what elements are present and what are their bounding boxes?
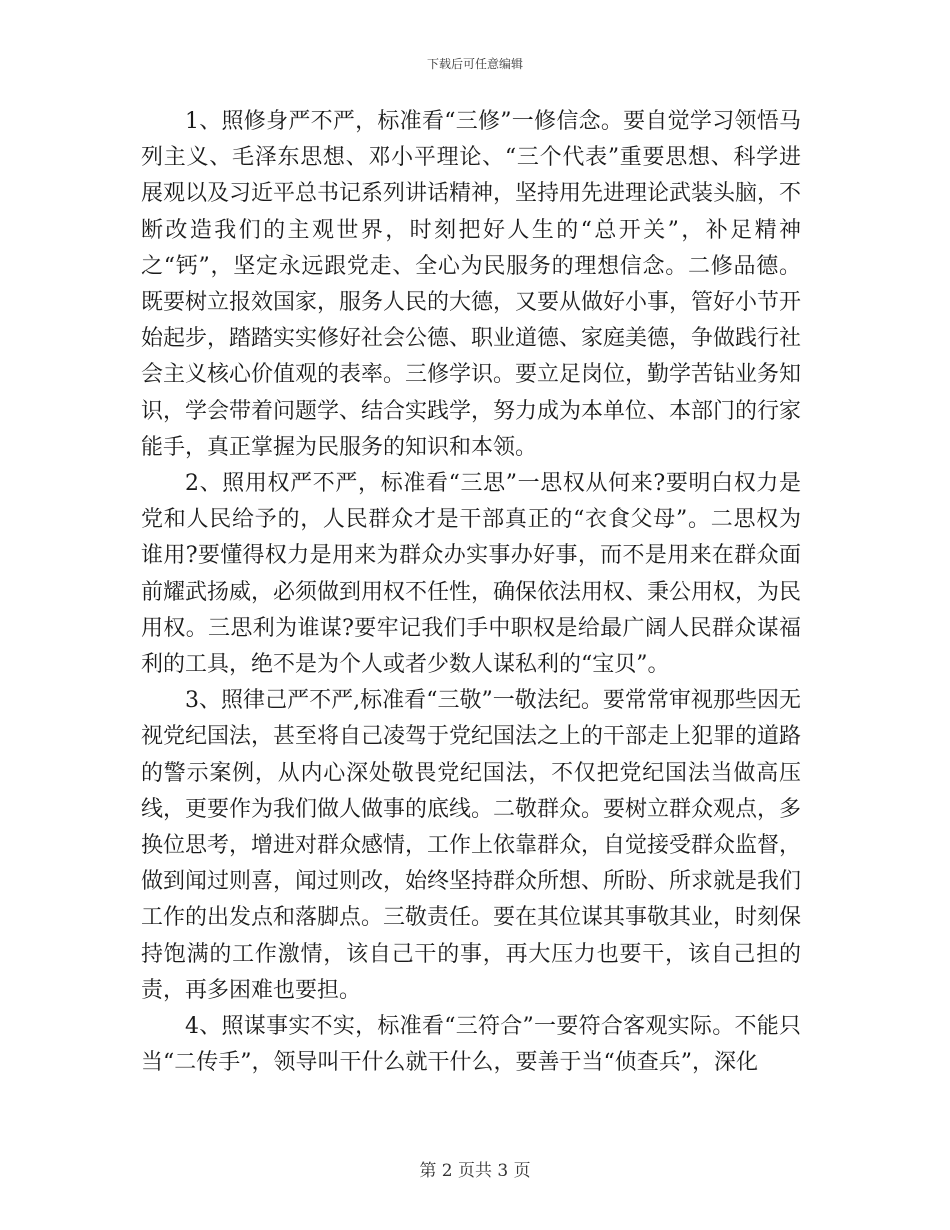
- paragraph-1: 1、照修身严不严，标准看“三修”一修信念。要自觉学习领悟马列主义、毛泽东思想、邓小平理论、“三个代表”重要思想、科学进展观以及习近平总书记系列讲话精神，坚持用先进理论武装头脑，不断改造我们的主观世界，时刻把好人生的“总开关”，补足精神之“钙”，坚定永远跟党走、全心为民服务的理想信念。二修品德。既要树立报效国家，服务人民的大德，又要从做好小事，管好小节开始起步，踏踏实实修好社会公德、职业道德、家庭美德，争做践行社会主义核心价值观的表率。三修学识。要立足岗位，勤学苦钻业务知识，学会带着问题学、结合实践学，努力成为本单位、本部门的行家能手，真正掌握为民服务的知识和本领。: [141, 109, 802, 460]
- paragraph-2: 2、照用权严不严，标准看“三思”一思权从何来?要明白权力是党和人民给予的，人民群众才是干部真正的“衣食父母”。二思权为谁用?要懂得权力是用来为群众办实事办好事，而不是用来在群众面前耀武扬威，必须做到用权不任性，确保依法用权、秉公用权，为民用权。三思利为谁谋?要牢记我们手中职权是给最广阔人民群众谋福利的工具，绝不是为个人或者少数人谋私利的“宝贝”。: [141, 471, 802, 678]
- document-body: [141, 104, 801, 1081]
- page-header: 下载后可任意编辑: [426, 57, 523, 71]
- paragraph-3: 3、照律己严不严,标准看“三敬”一敬法纪。要常常审视那些因无视党纪国法，甚至将自己凌驾于党纪国法之上的干部走上犯罪的道路的警示案例，从内心深处敬畏党纪国法，不仅把党纪国法当做高压线，更要作为我们做人做事的底线。二敬群众。要树立群众观点，多换位思考，增进对群众感情，工作上依靠群众，自觉接受群众监督，做到闻过则喜，闻过则改，始终坚持群众所想、所盼、所求就是我们工作的出发点和落脚点。三敬责任。要在其位谋其事敬其业，时刻保持饱满的工作激情，该自己干的事，再大压力也要干，该自己担的责，再多困难也要担。: [141, 688, 802, 1003]
- page-footer: 第 2 页共 3 页: [419, 1161, 531, 1181]
- paragraph-4: 4、照谋事实不实，标准看“三符合”一要符合客观实际。不能只当“二传手”，领导叫干什么就干什么，要善于当“侦查兵”，深化: [141, 1014, 801, 1076]
